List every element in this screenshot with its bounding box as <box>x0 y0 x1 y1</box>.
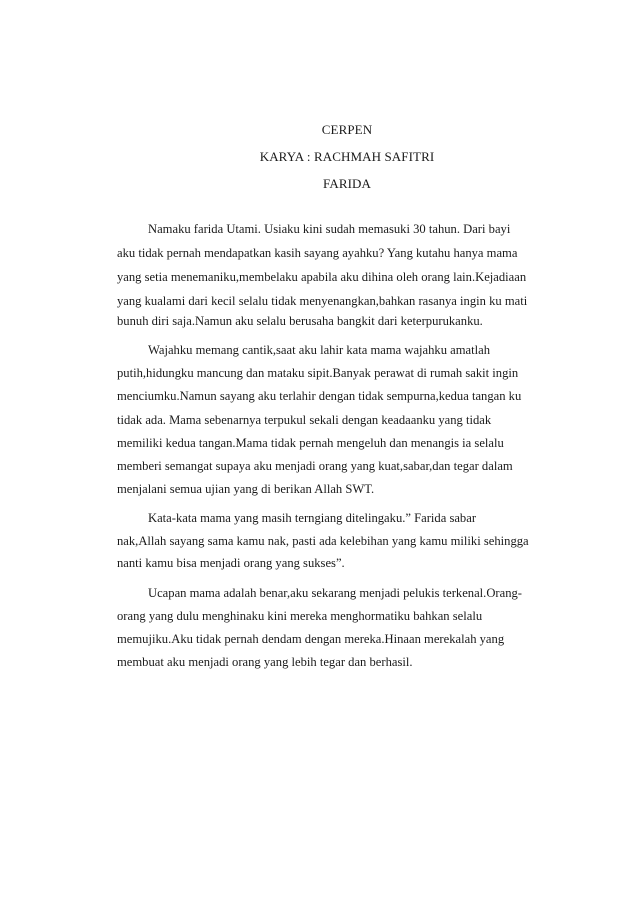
paragraph-1-line-3: yang setia menemaniku,membelaku apabila aku dihina oleh orang lain.Kejadiaan <box>117 270 527 284</box>
paragraph-3-line-2: nak,Allah sayang sama kamu nak, pasti ada kelebihan yang kamu miliki sehingga <box>117 534 529 548</box>
paragraph-3-line-3: nanti kamu bisa menjadi orang yang sukses”. <box>117 556 345 570</box>
story-title: FARIDA <box>322 176 372 191</box>
paragraph-1-line-5: bunuh diri saja.Namun aku selalu berusaha bangkit dari keterpurukanku. <box>117 314 483 328</box>
paragraph-4-line-2: orang yang dulu menghinaku kini mereka menghormatiku bahkan selalu <box>117 609 483 623</box>
paragraph-2-line-3: menciumku.Namun sayang aku terlahir dengan tidak sempurna,kedua tangan ku <box>117 389 522 403</box>
paragraph-4-line-3: memujiku.Aku tidak pernah dendam dengan mereka.Hinaan merekalah yang <box>117 632 505 646</box>
paragraph-1-line-2: aku tidak pernah mendapatkan kasih sayang ayahku? Yang kutahu hanya mama <box>117 246 518 260</box>
paragraph-2-line-1: Wajahku memang cantik,saat aku lahir kata mama wajahku amatlah <box>148 343 491 357</box>
paragraph-2-line-4: tidak ada. Mama sebenarnya terpukul sekali dengan keadaanku yang tidak <box>117 413 492 427</box>
document-heading: CERPEN <box>321 122 373 137</box>
paragraph-1-line-1: Namaku farida Utami. Usiaku kini sudah memasuki 30 tahun. Dari bayi <box>148 222 511 236</box>
paragraph-2-line-5: memiliki kedua tangan.Mama tidak pernah mengeluh dan menangis ia selalu <box>117 436 504 450</box>
paragraph-2-line-7: menjalani semua ujian yang di berikan Allah SWT. <box>117 482 375 496</box>
paragraph-1-line-4: yang kualami dari kecil selalu tidak menyenangkan,bahkan rasanya ingin ku mati <box>117 294 528 308</box>
author-line: KARYA : RACHMAH SAFITRI <box>259 149 435 164</box>
paragraph-3-line-1: Kata-kata mama yang masih terngiang ditelingaku.” Farida sabar <box>148 511 477 525</box>
paragraph-2-line-2: putih,hidungku mancung dan mataku sipit.Banyak perawat di rumah sakit ingin <box>117 366 519 380</box>
paragraph-2-line-6: memberi semangat supaya aku menjadi orang yang kuat,sabar,dan tegar dalam <box>117 459 513 473</box>
paragraph-4-line-4: membuat aku menjadi orang yang lebih tegar dan berhasil. <box>117 655 413 669</box>
paragraph-4-line-1: Ucapan mama adalah benar,aku sekarang menjadi pelukis terkenal.Orang- <box>148 586 522 600</box>
